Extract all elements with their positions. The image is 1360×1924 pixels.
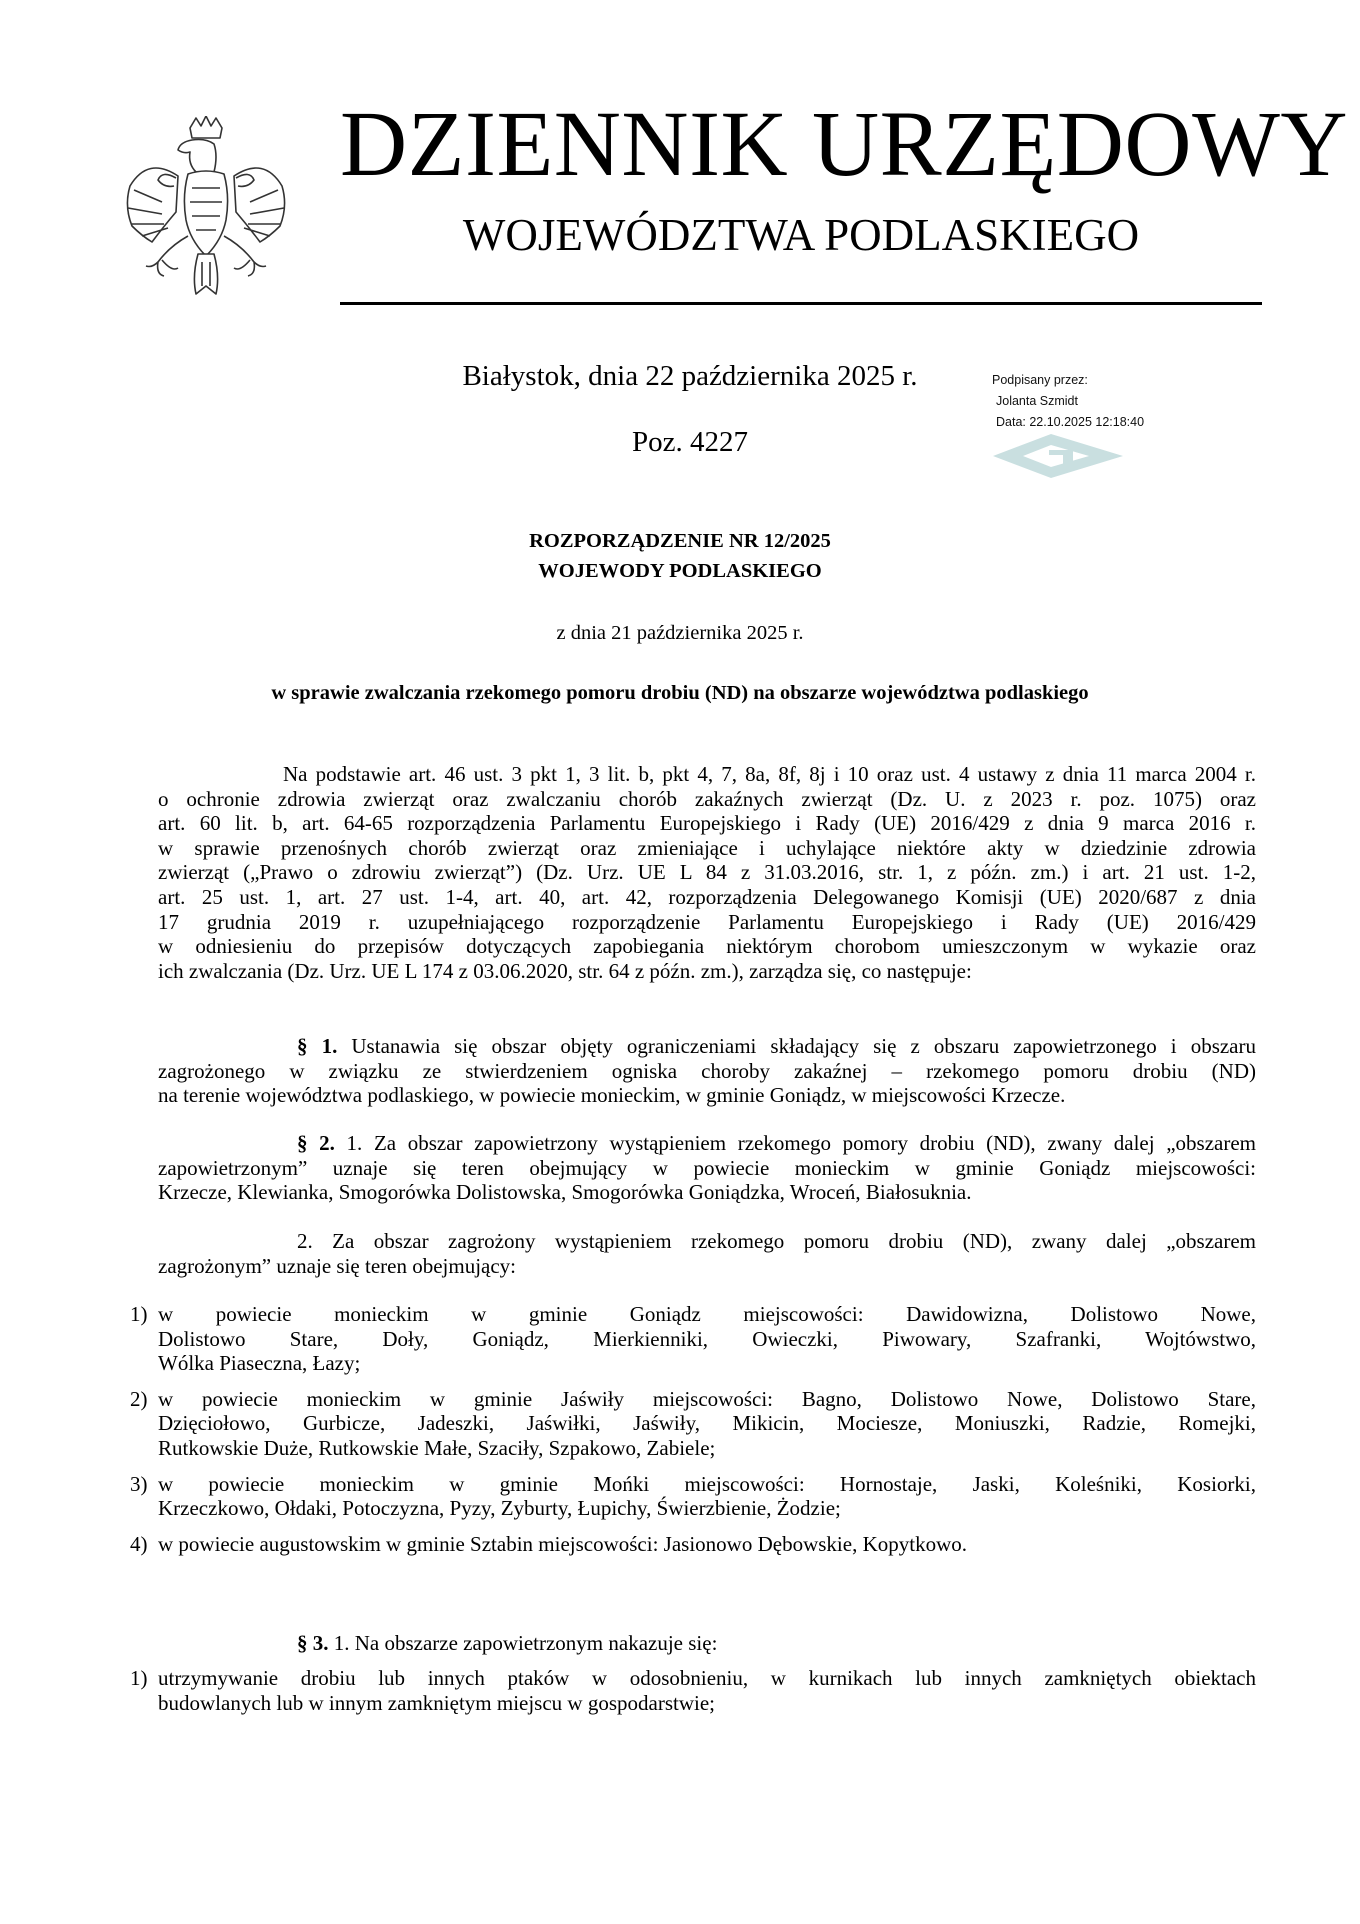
- section-mark: § 3.: [297, 1631, 329, 1655]
- act-date: z dnia 21 października 2025 r.: [556, 622, 804, 644]
- list-item: [130, 1666, 1256, 1715]
- section-text: Ustanawia się obszar objęty ograniczeniami składający się z obszaru zapowietrzonego i obszaru: [337, 1034, 1256, 1058]
- text-line: Wólka Piaseczna, Łazy;: [158, 1351, 361, 1376]
- polish-eagle-emblem-icon: [118, 116, 294, 300]
- signer-name: Jolanta Szmidt: [996, 394, 1078, 408]
- text-line: ich zwalczania (Dz. Urz. UE L 174 z 03.06.2020, str. 64 z późn. zm.), zarządza się, co następuje:: [158, 958, 972, 983]
- text-line: o ochronie zdrowia zwierząt oraz zwalczaniu chorób zakaźnych zwierząt (Dz. U. z 2023 r. poz. 1075) oraz: [158, 786, 1256, 811]
- journal-subtitle: WOJEWÓDZTWA PODLASKIEGO: [462, 210, 1140, 260]
- header-divider: [340, 302, 1262, 305]
- place-and-date: Białystok, dnia 22 października 2025 r.: [462, 360, 918, 392]
- text-line: art. 60 lit. b, art. 64-65 rozporządzenia Parlamentu Europejskiego i Rady (UE) 2016/429 z dnia 9 marca 2016 r.: [158, 811, 1256, 836]
- text-line: [158, 1034, 1256, 1059]
- signature-date: Data: 22.10.2025 12:18:40: [996, 415, 1145, 429]
- digital-signature-block: [992, 370, 1144, 433]
- signature-label: Podpisany przez:: [992, 373, 1088, 387]
- text-line: Dzięciołowo, Gurbicze, Jadeszki, Jaświłki, Jaświły, Mikicin, Mociesze, Moniuszki, Radzie, Romejki,: [158, 1411, 1256, 1436]
- text-line: Krzecze, Klewianka, Smogorówka Dolistowska, Smogorówka Goniądzka, Wroceń, Białosuknia.: [158, 1180, 972, 1205]
- text-line: zwierząt („Prawo o zdrowiu zwierząt”) (Dz. Urz. UE L 84 z 31.03.2016, str. 1, z późn. zm.) i art. 21 ust. 1-2,: [158, 860, 1256, 885]
- text-line: [158, 1131, 1256, 1156]
- text-line: zagrożonego w związku ze stwierdzeniem ogniska choroby zakaźnej – rzekomego pomoru drobiu (ND): [158, 1058, 1256, 1083]
- list-item-number: 2): [130, 1386, 148, 1411]
- text-line: [158, 1631, 1256, 1656]
- journal-title: DZIENNIK URZĘDOWY: [340, 93, 1349, 196]
- section-text: 1. Na obszarze zapowietrzonym nakazuje się:: [328, 1631, 718, 1655]
- act-subject: w sprawie zwalczania rzekomego pomoru drobiu (ND) na obszarze województwa podlaskiego: [271, 682, 1089, 704]
- list-item: [130, 1387, 1256, 1461]
- section-text: 1. Za obszar zapowietrzony wystąpieniem rzekomego pomory drobiu (ND), zwany dalej „obszarem: [334, 1131, 1257, 1155]
- section-1: [158, 1034, 1256, 1108]
- list-item-number: 3): [130, 1471, 148, 1496]
- list-item-number: 1): [130, 1666, 148, 1690]
- section-mark: § 2.: [297, 1131, 335, 1155]
- list-item: [130, 1472, 1256, 1521]
- section-2-paragraph-1: [158, 1131, 1256, 1205]
- act-heading: ROZPORZĄDZENIE NR 12/2025: [529, 530, 831, 552]
- section-mark: § 1.: [297, 1034, 338, 1058]
- text-line: na terenie województwa podlaskiego, w powiecie monieckim, w gminie Goniądz, w miejscowości Krzecze.: [158, 1083, 1066, 1108]
- text-line: Na podstawie art. 46 ust. 3 pkt 1, 3 lit. b, pkt 4, 7, 8a, 8f, 8j i 10 oraz ust. 4 ustawy z dnia 11 marca 2004 r.: [283, 762, 1256, 786]
- text-line: Krzeczkowo, Ołdaki, Potoczyzna, Pyzy, Zyburty, Łupichy, Świerzbienie, Żodzie;: [158, 1496, 841, 1521]
- text-line: w powiecie monieckim w gminie Goniądz miejscowości: Dawidowizna, Dolistowo Nowe,: [158, 1302, 1256, 1326]
- text-line: budowlanych lub w innym zamkniętym miejscu w gospodarstwie;: [158, 1690, 715, 1715]
- text-line: Rutkowskie Duże, Rutkowskie Małe, Szaciły, Szpakowo, Zabiele;: [158, 1435, 716, 1460]
- text-line: w odniesieniu do przepisów dotyczących zapobiegania niektórym chorobom umieszczonym w wykazie oraz: [158, 934, 1256, 959]
- list-item: [130, 1302, 1256, 1376]
- text-line: w powiecie augustowskim w gminie Sztabin miejscowości: Jasionowo Dębowskie, Kopytkowo.: [158, 1531, 967, 1556]
- text-line: zapowietrzonym” uznaje się teren obejmujący w powiecie monieckim w gminie Goniądz miejscowości:: [158, 1155, 1256, 1180]
- text-line: utrzymywanie drobiu lub innych ptaków w odosobnieniu, w kurnikach lub innych zamkniętych obiektach: [158, 1666, 1256, 1690]
- act-issuer: WOJEWODY PODLASKIEGO: [538, 560, 822, 582]
- text-line: 2. Za obszar zagrożony wystąpieniem rzekomego pomoru drobiu (ND), zwany dalej „obszarem: [297, 1229, 1256, 1253]
- section-2-paragraph-2: [158, 1229, 1256, 1278]
- text-line: w sprawie przenośnych chorób zwierząt oraz zmieniające i uchylające niektóre akty w dziedzinie zdrowia: [158, 835, 1256, 860]
- text-line: Dolistowo Stare, Doły, Goniądz, Mierkienniki, Owieczki, Piwowary, Szafranki, Wojtówstwo,: [158, 1326, 1256, 1351]
- list-item: [130, 1532, 1256, 1557]
- text-line: 17 grudnia 2019 r. uzupełniającego rozporządzenie Parlamentu Europejskiego i Rady (UE) 2016/429: [158, 909, 1256, 934]
- e-signature-logo-icon: [993, 434, 1123, 478]
- list-item-number: 1): [130, 1302, 148, 1326]
- text-line: w powiecie monieckim w gminie Jaświły miejscowości: Bagno, Dolistowo Nowe, Dolistowo Stare,: [158, 1386, 1256, 1411]
- text-line: zagrożonym” uznaje się teren obejmujący:: [158, 1253, 517, 1278]
- section-3-intro: [158, 1631, 1256, 1656]
- position-number: Poz. 4227: [632, 426, 748, 458]
- list-item-number: 4): [130, 1531, 148, 1556]
- preamble: [158, 762, 1256, 983]
- text-line: art. 25 ust. 1, art. 27 ust. 1-4, art. 40, art. 42, rozporządzenia Delegowanego Komisji (UE) 2020/687 z dnia: [158, 884, 1256, 909]
- text-line: w powiecie monieckim w gminie Mońki miejscowości: Hornostaje, Jaski, Koleśniki, Kosiorki,: [158, 1471, 1256, 1496]
